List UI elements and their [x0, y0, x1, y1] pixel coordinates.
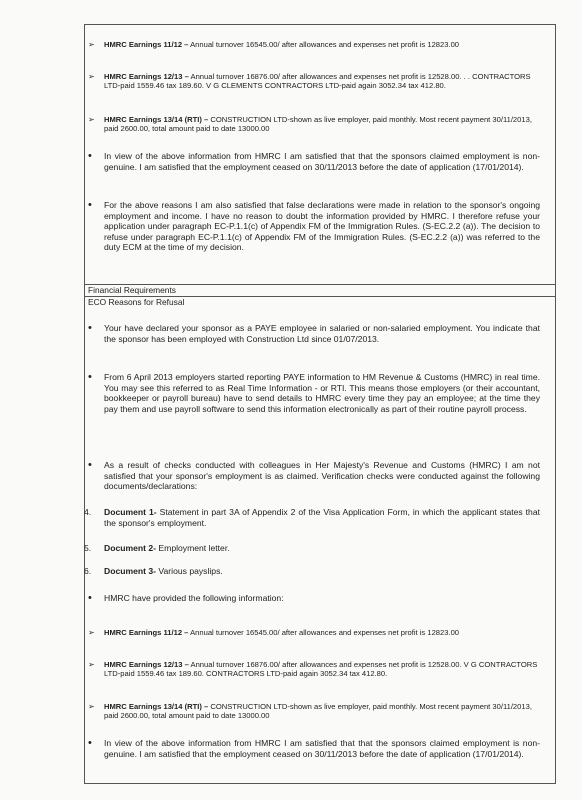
arrow-bullet-icon: ➢ — [88, 40, 95, 49]
arrow-bullet-icon: ➢ — [88, 628, 95, 637]
dot-bullet-icon: • — [88, 737, 92, 749]
item-label: HMRC Earnings 12/13 – — [104, 72, 189, 81]
item-number: 4. — [84, 507, 92, 517]
item-label: HMRC Earnings 13/14 (RTI) – — [104, 702, 209, 711]
item-text: Annual turnover 16545.00/ after allowances and expenses net profit is 12823.00 — [188, 40, 460, 49]
numbered-item — [84, 566, 540, 577]
item-number: 5. — [84, 543, 92, 553]
item-text: CONSTRUCTION LTD-shown as live employer, paid monthly. Most recent payment 30/11/2013, paid 2600.00, total amount paid to date 13000.00 — [104, 702, 532, 721]
section-header-financial: Financial Requirements — [84, 284, 556, 295]
numbered-item — [84, 507, 540, 528]
hmrc-earnings-item — [88, 660, 540, 679]
item-text: Statement in part 3A of Appendix 2 of the Visa Application Form, in which the applicant states that the sponsor's employment. — [104, 507, 540, 528]
bullet-text: HMRC have provided the following information: — [104, 593, 284, 603]
paragraph-bullet — [88, 459, 540, 492]
item-number: 6. — [84, 566, 92, 576]
hmrc-earnings-item — [88, 72, 540, 91]
numbered-item — [84, 543, 540, 554]
item-text: Employment letter. — [156, 543, 230, 553]
item-text: Annual turnover 16545.00/ after allowances and expenses net profit is 12823.00 — [188, 628, 460, 637]
item-text: Annual turnover 16876.00/ after allowances and expenses net profit is 12528.00. V G CONTRACTORS LTD-paid 1559.46 tax 189.60. CONTRACTORS LTD-paid again 3052.34 tax 412.80. — [104, 660, 538, 679]
paragraph-bullet — [88, 150, 540, 172]
section-header-eco-reasons: ECO Reasons for Refusal — [84, 296, 556, 307]
bullet-text: In view of the above information from HMRC I am satisfied that that the sponsors claimed employment is non-genuine. I am satisfied that the employment ceased on 30/11/2013 before the date of application (17/01/2014). — [104, 151, 540, 172]
paragraph-bullet — [88, 592, 540, 604]
paragraph-bullet — [88, 371, 540, 414]
item-text: Various payslips. — [156, 566, 223, 576]
dot-bullet-icon: • — [88, 322, 92, 334]
bullet-text: From 6 April 2013 employers started reporting PAYE information to HM Revenue & Customs (HMRC) in real time. You may see this referred to as Real Time Information - or RTI. This means those employers (or their accountant, bookkeeper or payroll bureau) have to send details to HMRC every time they pay an employee; at the time they pay them and use payroll software to send this information electronically as part of their routine payroll process. — [104, 372, 540, 414]
item-label: Document 1- — [104, 507, 157, 517]
arrow-bullet-icon: ➢ — [88, 660, 95, 669]
hmrc-earnings-item — [88, 702, 540, 721]
item-text: CONSTRUCTION LTD-shown as live employer, paid monthly. Most recent payment 30/11/2013, paid 2600.00, total amount paid to date 13000.00 — [104, 115, 532, 134]
hmrc-earnings-item — [88, 628, 540, 637]
bullet-text: For the above reasons I am also satisfied that false declarations were made in relation to the sponsor's ongoing employment and income. I have no reason to doubt the information provided by HMRC. I therefore refuse your application under paragraph EC-P.1.1(c) of Appendix FM of the Immigration Rules. (S-EC.2.2 (a)). The decision to refuse under paragraph EC-P.1.1(c) of Appendix FM of the Immigration Rules. (S-EC.2.2 (a)) was referred to the duty ECM at the time of my decision. — [104, 200, 540, 253]
dot-bullet-icon: • — [88, 150, 92, 162]
paragraph-bullet — [88, 737, 540, 759]
hmrc-earnings-item — [88, 115, 540, 134]
bullet-text: In view of the above information from HMRC I am satisfied that that the sponsors claimed employment is non-genuine. I am satisfied that the employment ceased on 30/11/2013 before the date of application (17/01/2014). — [104, 738, 540, 759]
dot-bullet-icon: • — [88, 459, 92, 471]
item-text: Annual turnover 16876.00/ after allowances and expenses net profit is 12528.00. . . CONTRACTORS LTD-paid 1559.46 tax 189.60. V G CLEMENTS CONTRACTORS LTD-paid again 3052.34 tax 412.80. — [104, 72, 531, 91]
dot-bullet-icon: • — [88, 199, 92, 211]
arrow-bullet-icon: ➢ — [88, 72, 95, 81]
item-label: HMRC Earnings 11/12 – — [104, 628, 189, 637]
paragraph-bullet — [88, 199, 540, 253]
paragraph-bullet — [88, 322, 540, 344]
arrow-bullet-icon: ➢ — [88, 702, 95, 711]
bullet-text: Your have declared your sponsor as a PAYE employee in salaried or non-salaried employment. You indicate that the sponsor has been employed with Construction Ltd since 01/07/2013. — [104, 323, 540, 344]
dot-bullet-icon: • — [88, 371, 92, 383]
item-label: HMRC Earnings 11/12 – — [104, 40, 189, 49]
hmrc-earnings-item — [88, 40, 540, 49]
item-label: Document 3- — [104, 566, 157, 576]
dot-bullet-icon: • — [88, 592, 92, 604]
item-label: HMRC Earnings 12/13 – — [104, 660, 189, 669]
item-label: HMRC Earnings 13/14 (RTI) – — [104, 115, 209, 124]
arrow-bullet-icon: ➢ — [88, 115, 95, 124]
bullet-text: As a result of checks conducted with colleagues in Her Majesty's Revenue and Customs (HMRC) I am not satisfied that your sponsor's employment is as claimed. Verification checks were conducted against the following documents/declarations: — [104, 460, 540, 492]
item-label: Document 2- — [104, 543, 157, 553]
